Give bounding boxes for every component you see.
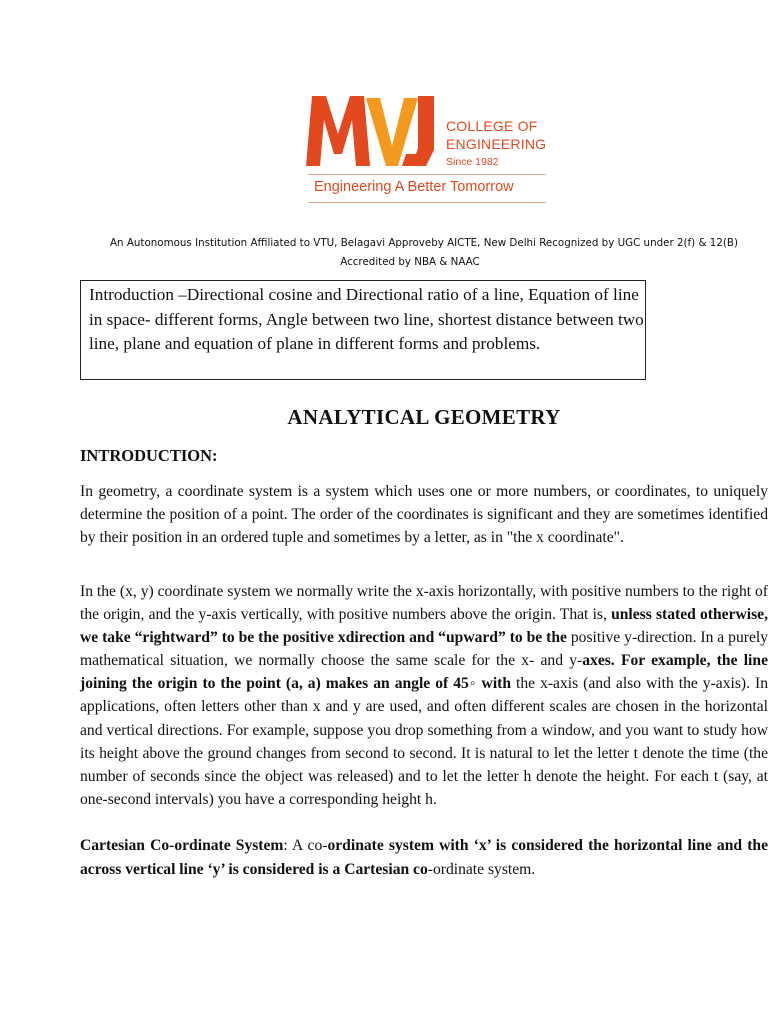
logo-college-line2: ENGINEERING xyxy=(446,136,547,152)
cartesian-bold-definition: ordinate system with ‘x’ is considered the horizontal line and the across vertical line ‘y’ is considered is a Cartesian co xyxy=(80,837,768,878)
paragraph-intro: In geometry, a coordinate system is a system which uses one or more numbers, or coordinates, to uniquely determine the position of a point. The order of the coordinates is significant and they are sometimes identified by their position in an ordered tuple and sometimes by a letter, as in "the x coordinate". xyxy=(80,483,768,547)
paragraph2-part1: In the (x, y) coordinate system we normally write the x-axis horizontally, with positive numbers to the right of the origin, and the y-axis vertically, with positive numbers above the origin. That is, xyxy=(80,583,768,624)
logo-college-line1: COLLEGE OF xyxy=(446,118,538,134)
paragraph2-part3: positive y-direction. In a purely mathematical situation, we normally choose the same scale for the x- and y- xyxy=(80,629,768,670)
paragraph2-bold-1: unless stated otherwise, we take “rightward” to be the positive xdirection and “upward” to be the xyxy=(80,606,768,647)
logo-since: Since 1982 xyxy=(446,156,499,168)
logo-tagline: Engineering A Better Tomorrow xyxy=(314,179,514,195)
logo-letter-m xyxy=(306,96,370,166)
affiliation-line1: An Autonomous Institution Affiliated to VTU, Belagavi Approveby AICTE, New Delhi Recognized by UGC under 2(f) & 12(B) xyxy=(110,237,738,249)
topics-box: Introduction –Directional cosine and Directional ratio of a line, Equation of line in space- different forms, Angle between two line, shortest distance between two line, plane and equation of plane in different forms and problems. xyxy=(80,280,646,380)
cartesian-term: Cartesian Co-ordinate System xyxy=(80,837,284,854)
cartesian-colon: : A co- xyxy=(283,837,328,854)
paragraph-cartesian xyxy=(80,834,768,882)
logo-rule-top xyxy=(308,174,546,175)
paragraph2-part5: the x-axis (and also with the y-axis). In applications, often letters other than x and y are used, and often different scales are chosen in the horizontal and vertical directions. For example, suppose you drop something from a window, and you want to study how its height above the ground changes from second to second. It is natural to let the letter t denote the time (the number of seconds since the object was released) and to let the letter h denote the height. For each t (say, at one-second intervals) you have a corresponding height h. xyxy=(80,675,768,808)
logo-rule-bottom xyxy=(308,202,546,203)
page-title: ANALYTICAL GEOMETRY xyxy=(287,405,561,429)
cartesian-rest: -ordinate system. xyxy=(427,861,536,878)
affiliation-text xyxy=(60,234,768,272)
section-heading: INTRODUCTION: xyxy=(80,446,218,465)
paragraph2-bold-2: axes. For example, the line joining the origin to the point (a, a) makes an angle of 45◦ with xyxy=(80,652,768,693)
college-logo xyxy=(300,88,560,208)
affiliation-line2: Accredited by NBA & NAAC xyxy=(340,256,480,268)
mvj-logo-mark xyxy=(300,88,450,172)
paragraph-coordinate-system xyxy=(80,580,768,811)
